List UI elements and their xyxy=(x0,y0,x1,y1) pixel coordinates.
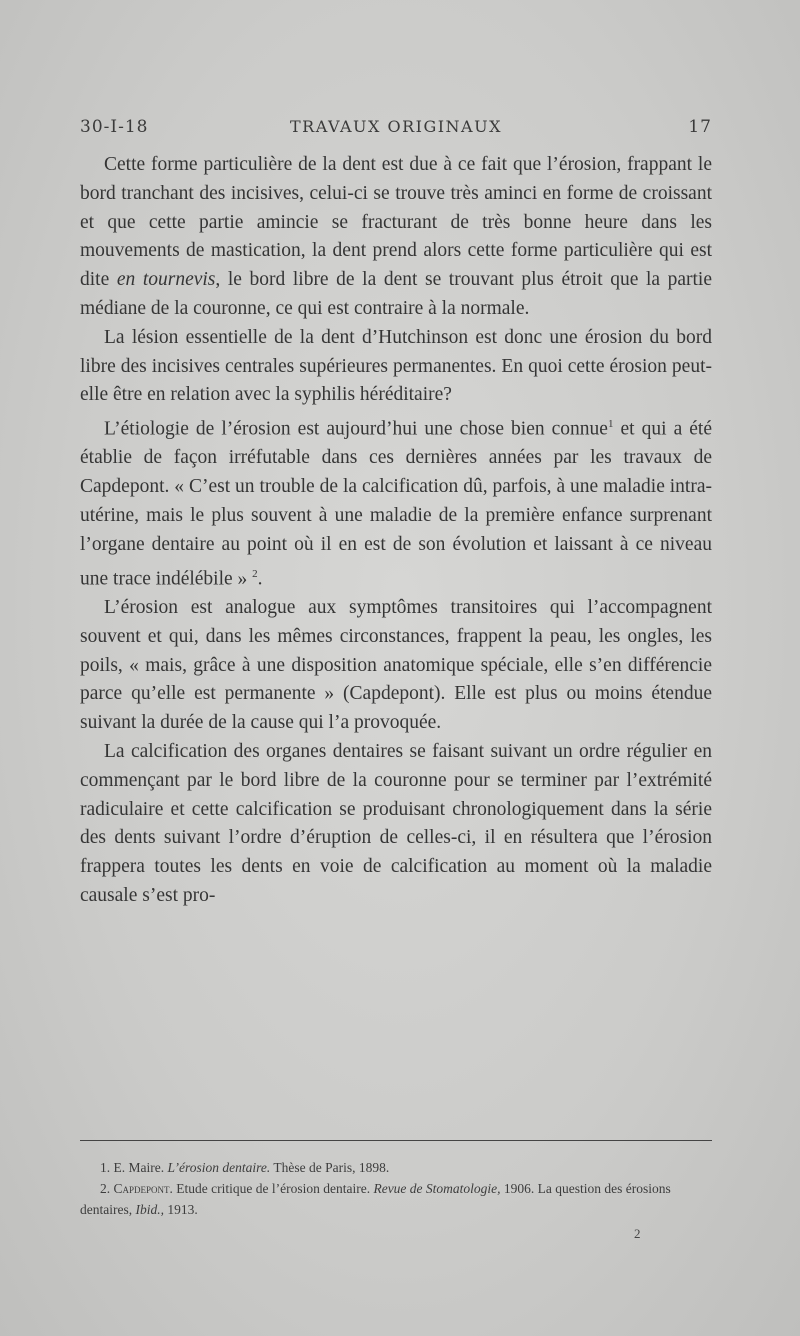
footnote-2-number: 2. xyxy=(100,1181,111,1196)
paragraph-3-text-b: et qui a été établie de façon irréfutable dans ces dernières années par les travaux de Capdepont. « C’est un trouble de la calcification dû, parfois, à une maladie intra-utérine, mais le plus souvent à une maladie de la première enfance surprenant l’organe dentaire au point où il en est de son évolution et laissant à ce niveau une trace indélébile » xyxy=(80,418,712,590)
paragraph-3-text-c: . xyxy=(257,568,263,590)
footnote-2-journal: Revue de Stomatologie, xyxy=(373,1181,501,1196)
footnotes xyxy=(80,1157,712,1220)
footnote-1 xyxy=(80,1157,712,1178)
page-header xyxy=(80,117,712,141)
footnote-1-number: 1. xyxy=(100,1160,111,1175)
footnote-rule xyxy=(80,1140,712,1141)
paragraph-1-text-b: , le bord libre de la dent se trouvant plus étroit que la partie médiane de la couronne, ce qui est contraire à la normale. xyxy=(80,269,712,319)
paragraph-1 xyxy=(80,151,712,324)
paragraph-1-italic-term: en tournevis xyxy=(116,269,216,291)
footnote-2 xyxy=(80,1178,712,1220)
running-title: TRAVAUX ORIGINAUX xyxy=(290,117,502,136)
signature-mark: 2 xyxy=(634,1226,641,1241)
footnote-2-author: Capdepont. xyxy=(113,1181,173,1196)
body-text xyxy=(80,151,712,911)
footnote-ref-1: 1 xyxy=(607,418,614,431)
footnote-1-title: L’érosion dentaire. xyxy=(167,1160,271,1175)
footnote-2-text: Etude critique de l’érosion dentaire. xyxy=(176,1181,371,1196)
footnote-2-ibid: Ibid., xyxy=(135,1202,164,1217)
paragraph-3 xyxy=(80,410,712,594)
paragraph-4: L’érosion est analogue aux symptômes transitoires qui l’accompagnent souvent et qui, dans les mêmes circonstances, frappent la peau, les ongles, les poils, « mais, grâce à une disposition anatomique spéciale, elle s’en différencie parce qu’elle est permanente » (Capdepont). Elle est plus ou moins étendue suivant la durée de la cause qui l’a provoquée. xyxy=(80,596,712,734)
footnote-2-year: 1906. La question des érosions dentaires, xyxy=(80,1181,671,1217)
footnote-1-author: E. Maire. xyxy=(113,1160,165,1175)
paragraph-3-text-a: L’étiologie de l’érosion est aujourd’hui une chose bien connue xyxy=(104,418,608,440)
footnote-ref-2: 2 xyxy=(252,567,258,580)
paragraph-5: La calcification des organes dentaires se faisant suivant un ordre régulier en commençant par le bord libre de la couronne pour se terminer par l’extrémité radiculaire et cette calcification se produisant chronologiquement dans la série des dents suivant l’ordre d’éruption de celles-ci, il en résultera que l’érosion frappera toutes les dents en voie de calcification au moment où la maladie causale s’est pro- xyxy=(80,740,712,906)
footnote-2-end: 1913. xyxy=(167,1202,198,1217)
paragraph-1-text-a: Cette forme particulière de la dent est due à ce fait que l’érosion, frappant le bord tranchant des incisives, celui-ci se trouve très aminci en forme de croissant et que cette partie amincie se fracturant de très bonne heure dans les mouvements de mastication, la dent prend alors cette forme particulière qui est dite xyxy=(80,154,712,291)
footnote-1-rest: Thèse de Paris, 1898. xyxy=(273,1160,390,1175)
page-number: 17 xyxy=(688,117,712,137)
paragraph-2: La lésion essentielle de la dent d’Hutchinson est donc une érosion du bord libre des incisives centrales supérieures permanentes. En quoi cette érosion peut-elle être en relation avec la syphilis héréditaire? xyxy=(80,326,712,406)
date-folio: 30-I-18 xyxy=(80,117,149,137)
